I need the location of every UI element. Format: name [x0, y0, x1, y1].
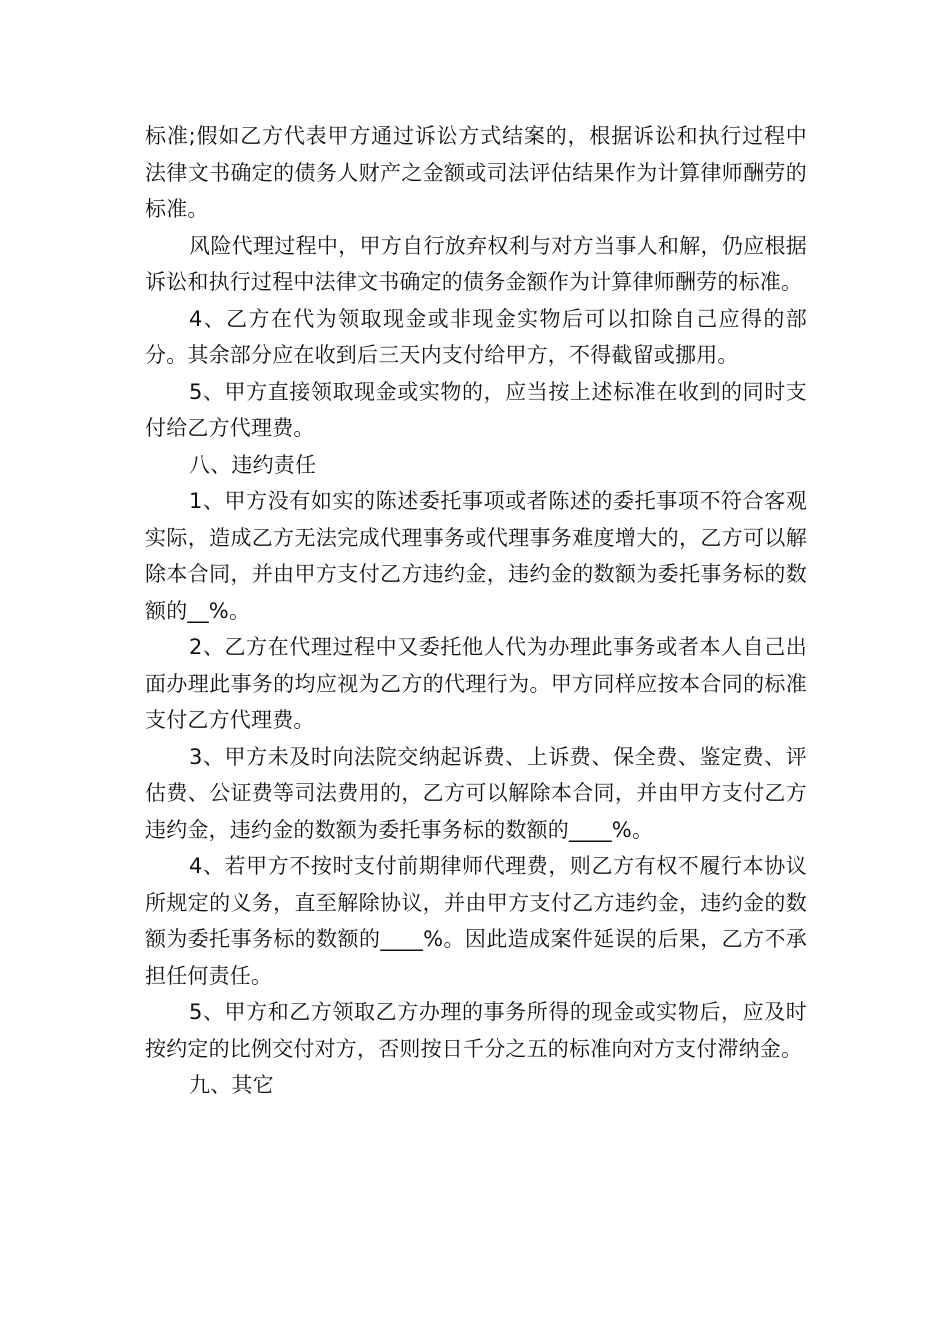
paragraph: 4、乙方在代为领取现金或非现金实物后可以扣除自己应得的部分。其余部分应在收到后三天内支付给甲方，不得截留或挪用。 — [145, 306, 807, 367]
paragraph: 风险代理过程中，甲方自行放弃权利与对方当事人和解，仍应根据诉讼和执行过程中法律文书确定的债务金额作为计算律师酬劳的标准。 — [145, 233, 807, 294]
paragraph: 3、甲方未及时向法院交纳起诉费、上诉费、保全费、鉴定费、评估费、公证费等司法费用的，乙方可以解除本合同，并由甲方支付乙方违约金，违约金的数额为委托事务标的数额的____%。 — [145, 744, 807, 842]
document-body — [145, 118, 807, 1104]
paragraph: 标准;假如乙方代表甲方通过诉讼方式结案的，根据诉讼和执行过程中法律文书确定的债务人财产之金额或司法评估结果作为计算律师酬劳的标准。 — [145, 124, 807, 221]
paragraph: 2、乙方在代理过程中又委托他人代为办理此事务或者本人自己出面办理此事务的均应视为乙方的代理行为。甲方同样应按本合同的标准支付乙方代理费。 — [145, 635, 807, 732]
section-heading: 九、其它 — [189, 1073, 274, 1097]
section-heading: 八、违约责任 — [189, 452, 317, 477]
paragraph: 5、甲方和乙方领取乙方办理的事务所得的现金或实物后，应及时按约定的比例交付对方，否则按日千分之五的标准向对方支付滞纳金。 — [145, 1000, 807, 1061]
paragraph: 5、甲方直接领取现金或实物的，应当按上述标准在收到的同时支付给乙方代理费。 — [145, 379, 807, 440]
paragraph: 1、甲方没有如实的陈述委托事项或者陈述的委托事项不符合客观实际，造成乙方无法完成代理事务或代理事务难度增大的，乙方可以解除本合同，并由甲方支付乙方违约金，违约金的数额为委托事务标的数额的__%。 — [145, 489, 807, 623]
paragraph: 4、若甲方不按时支付前期律师代理费，则乙方有权不履行本协议所规定的义务，直至解除协议，并由甲方支付乙方违约金，违约金的数额为委托事务标的数额的____%。因此造成案件延误的后果，乙方不承担任何责任。 — [145, 854, 807, 988]
